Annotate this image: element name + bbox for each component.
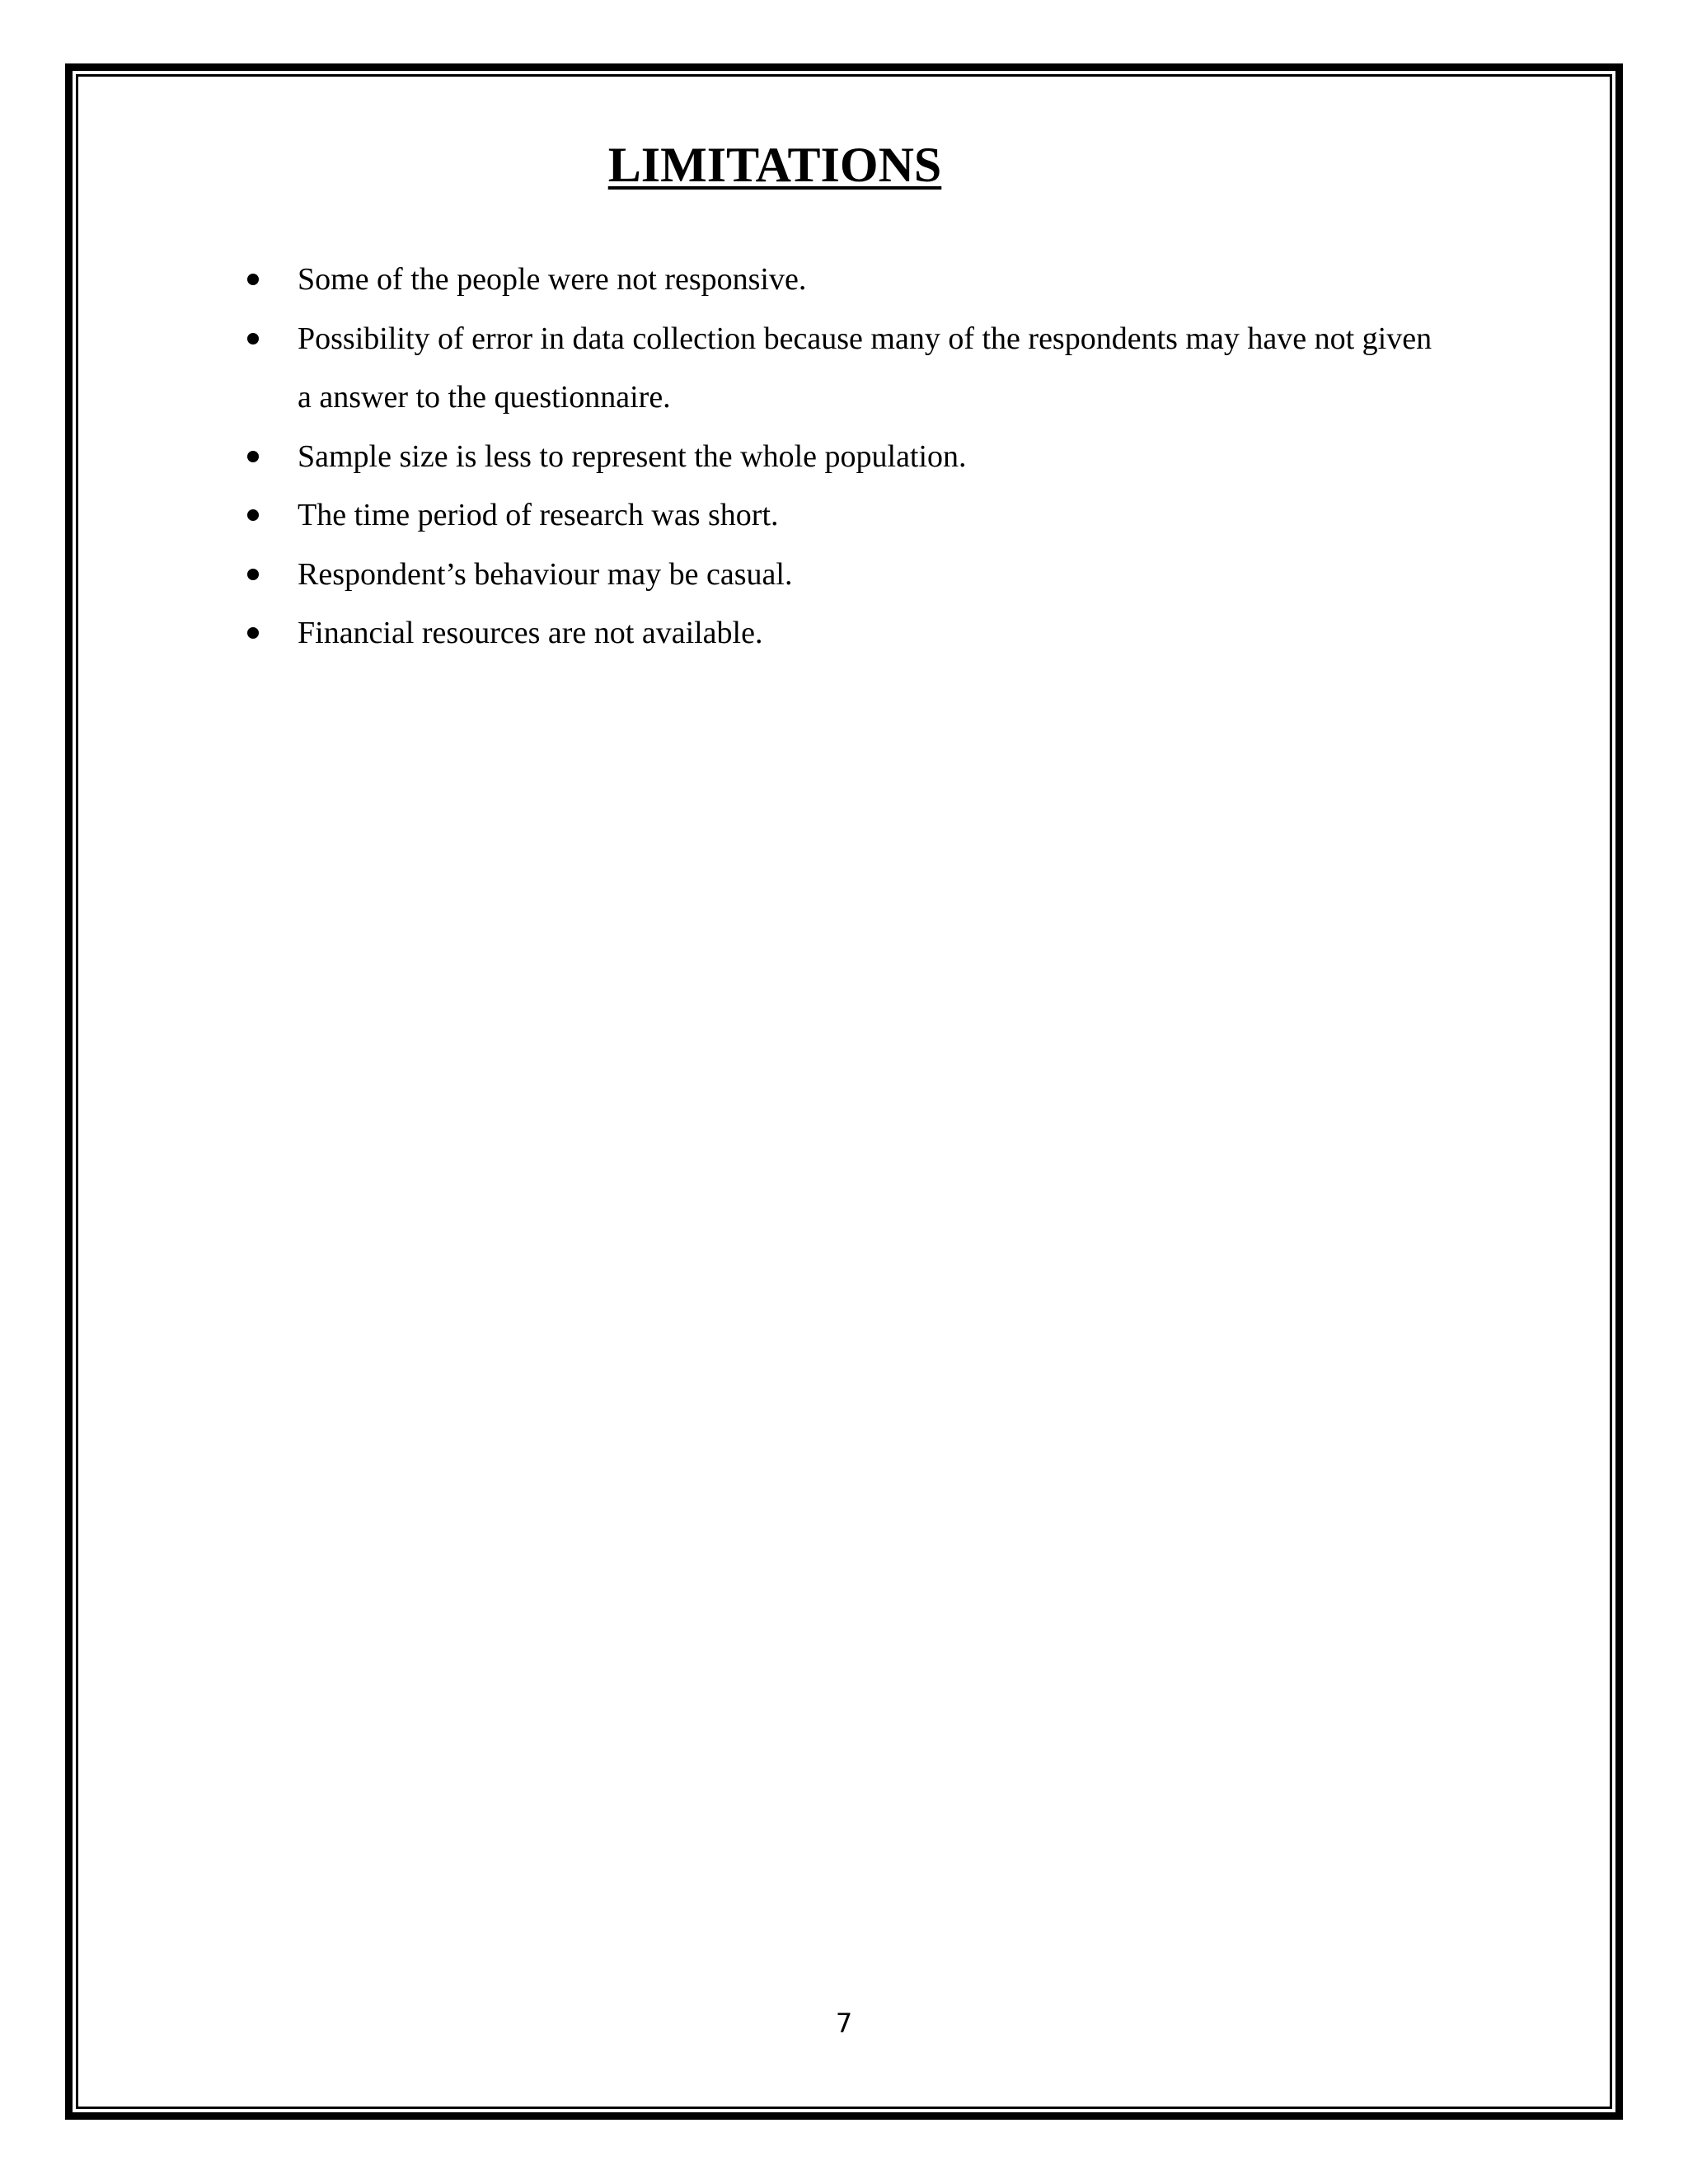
bullet-icon xyxy=(247,333,259,344)
list-item-text: Some of the people were not responsive. xyxy=(298,262,807,297)
limitations-list xyxy=(247,251,1434,663)
page-title xyxy=(0,132,1550,198)
bullet-icon xyxy=(247,274,259,285)
bullet-icon xyxy=(247,627,259,639)
list-item-text: Possibility of error in data collection because many of the respondents may have not given a answer to the questionnaire. xyxy=(298,321,1432,415)
bullet-icon xyxy=(247,569,259,580)
bullet-icon xyxy=(247,451,259,462)
list-item xyxy=(247,604,1434,663)
list-item xyxy=(247,310,1434,428)
list-item-text: Respondent’s behaviour may be casual. xyxy=(298,556,793,592)
list-item-text: Financial resources are not available. xyxy=(298,616,763,650)
list-item xyxy=(247,251,1434,310)
list-item xyxy=(247,546,1434,605)
list-item xyxy=(247,428,1434,487)
list-item-text: The time period of research was short. xyxy=(298,498,779,532)
page-number: 7 xyxy=(835,2008,853,2039)
bullet-icon xyxy=(247,509,259,521)
list-item xyxy=(247,486,1434,546)
page-title-text: LIMITATIONS xyxy=(607,138,942,192)
list-item-text: Sample size is less to represent the whole population. xyxy=(298,438,967,474)
